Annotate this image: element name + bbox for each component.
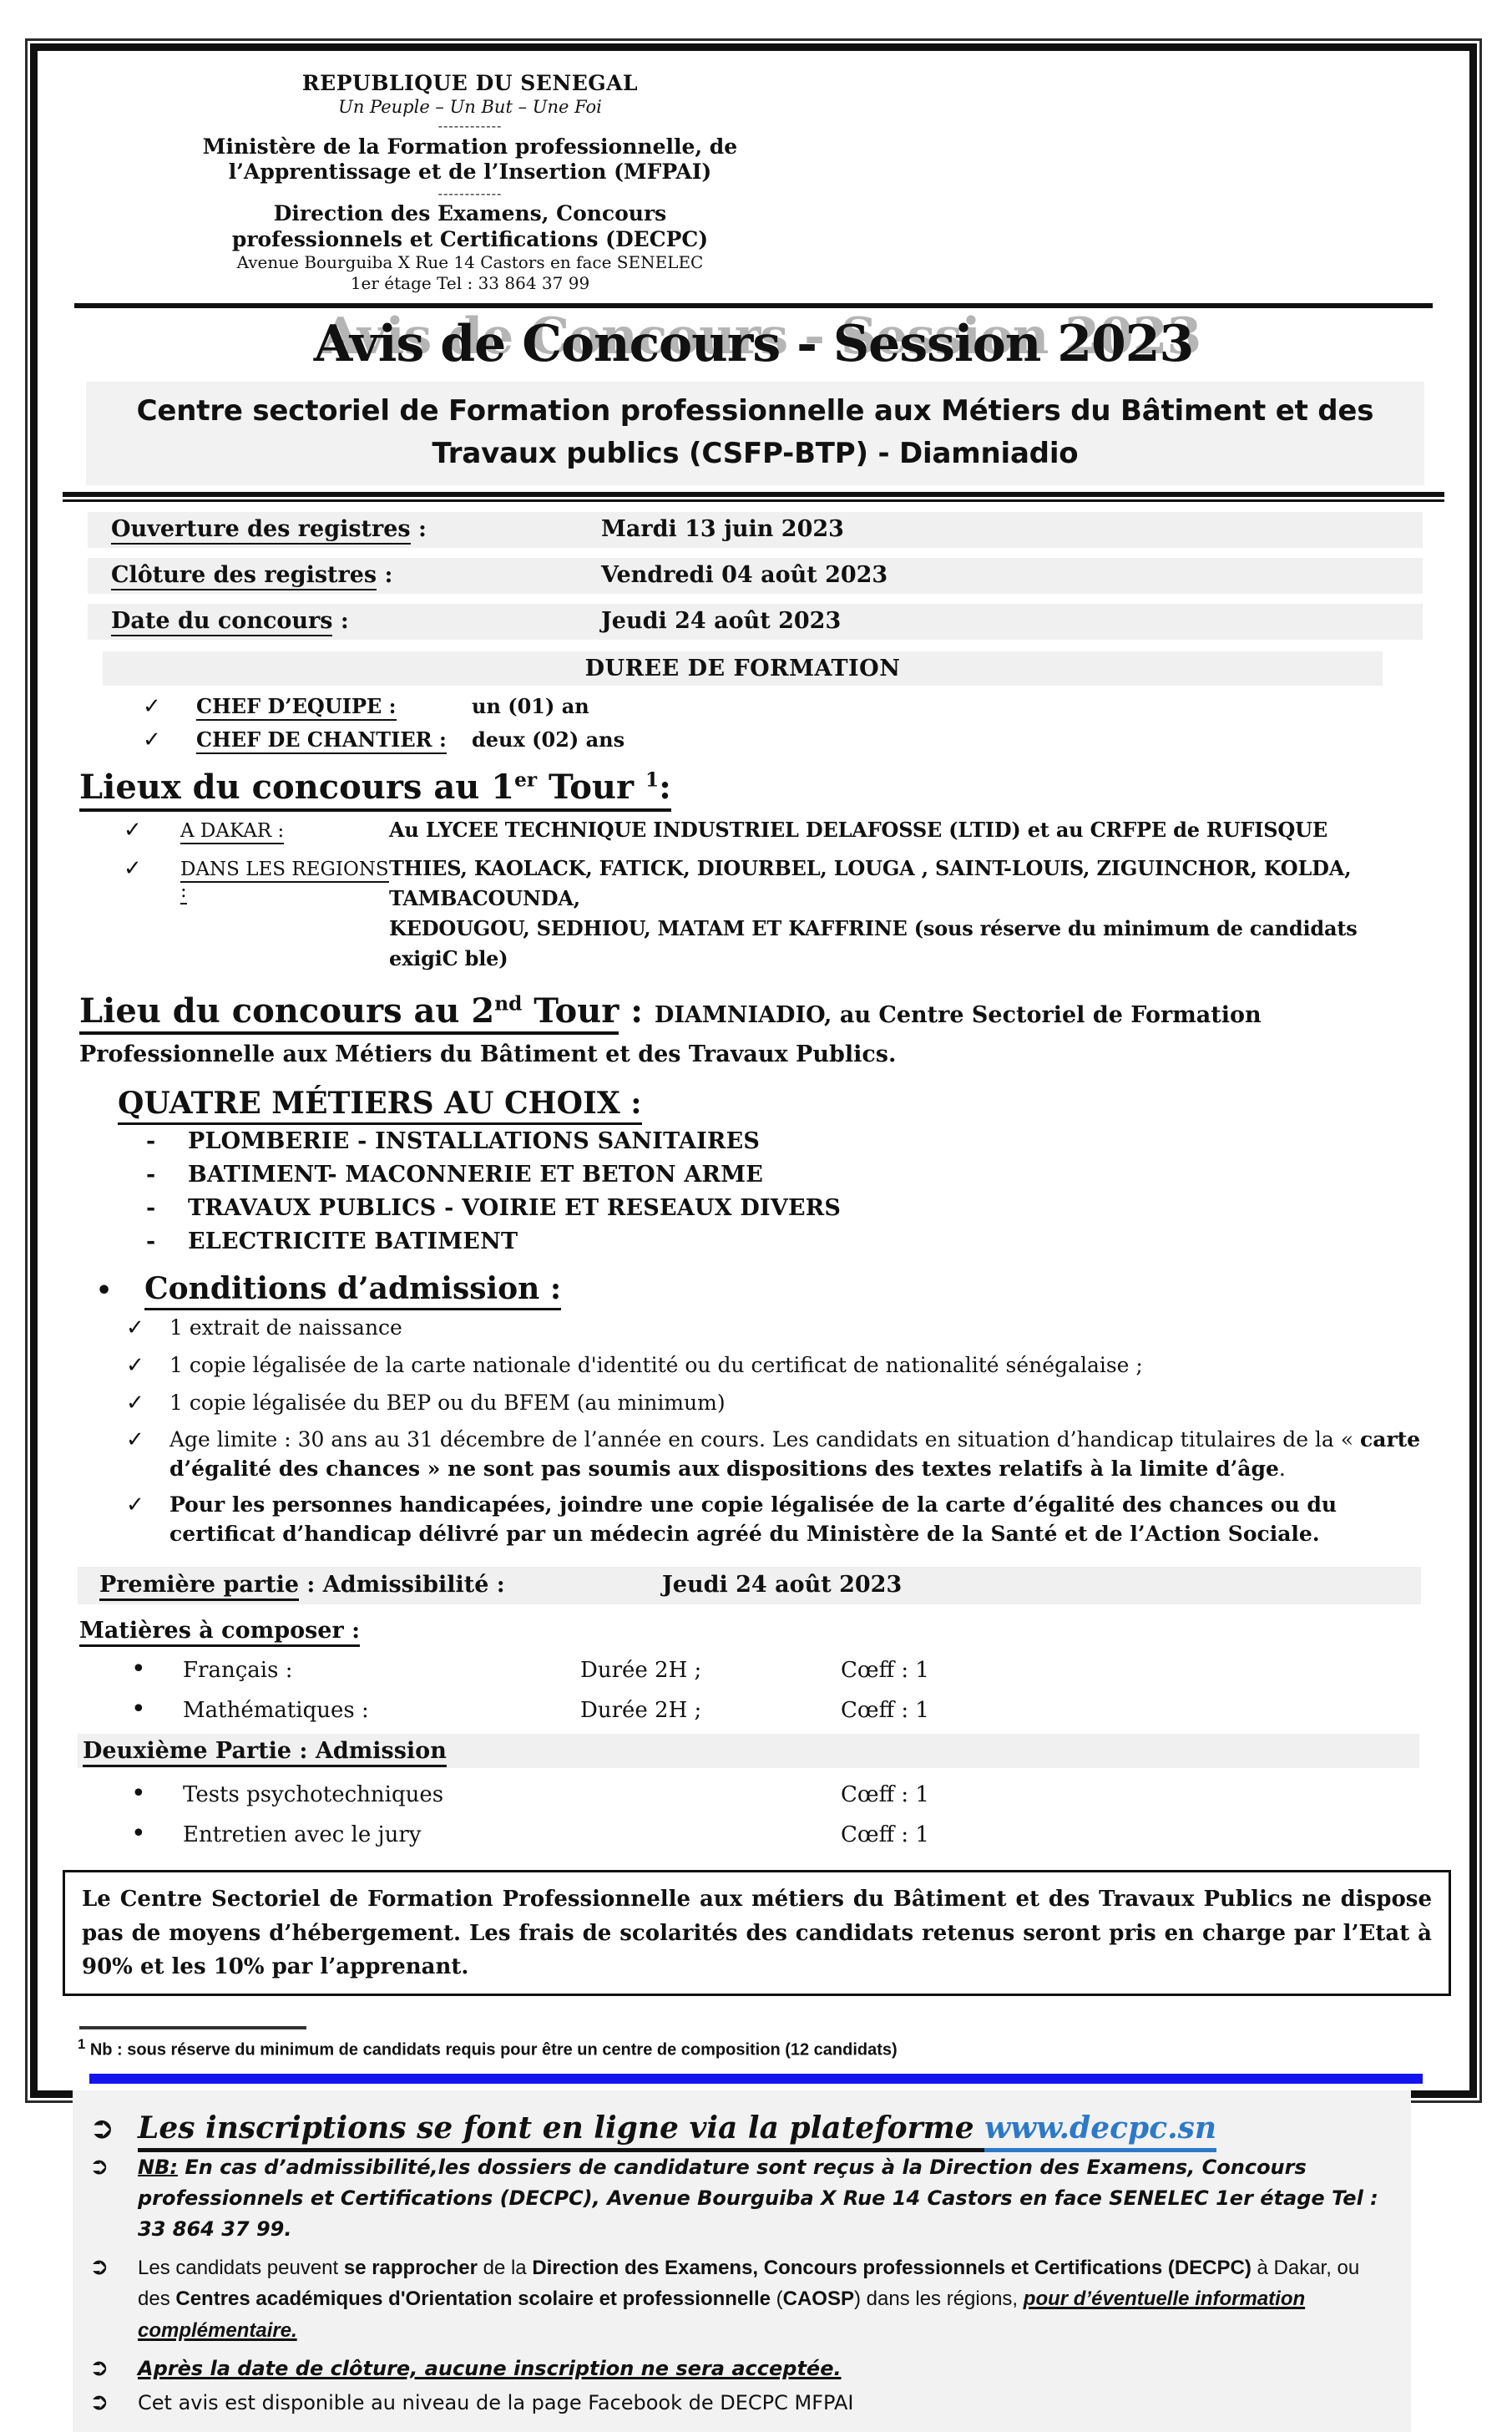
center-banner bbox=[86, 382, 1424, 485]
matiere-row-francais bbox=[78, 1654, 1429, 1684]
checkmark-icon: ✓ bbox=[124, 817, 142, 843]
dash-bullet: - bbox=[146, 1228, 156, 1254]
deuxieme-partie-row: Deuxième Partie : Admission bbox=[78, 1734, 1419, 1768]
condition-item-age-limite bbox=[78, 1426, 1429, 1483]
date-value: Vendredi 04 août 2023 bbox=[601, 561, 888, 588]
role-duration: deux (02) ans bbox=[472, 727, 625, 752]
role-duration: un (01) an bbox=[472, 693, 589, 718]
checkmark-icon: ✓ bbox=[143, 727, 161, 752]
date-value: Jeudi 24 août 2023 bbox=[601, 607, 842, 634]
part-subtitle: : Admissibilité : bbox=[299, 1572, 505, 1599]
location-value: Au LYCEE TECHNIQUE INDUSTRIEL DELAFOSSE (LTID) et au CRFPE de RUFISQUE bbox=[389, 817, 1327, 842]
condition-item-handicap bbox=[78, 1491, 1429, 1548]
date-label: Clôture des registres bbox=[111, 562, 377, 590]
decpc-website-link[interactable]: www.decpc.sn bbox=[984, 2110, 1216, 2152]
lieu-row-dakar bbox=[78, 815, 1429, 845]
apres-cloture-row bbox=[89, 2353, 1391, 2381]
date-row-ouverture bbox=[88, 512, 1423, 548]
condition-text: Age limite : 30 ans au 31 décembre de l’année en cours. Les candidats en situation d’handicap titulaires de la « carte d’égalité des chances » ne sont pas soumis aux dispositions des textes relatifs à la limite d’âge. bbox=[169, 1427, 1421, 1481]
location-label: A DAKAR : bbox=[180, 820, 284, 844]
role-label: CHEF D’EQUIPE : bbox=[196, 694, 397, 721]
letterhead bbox=[78, 71, 862, 293]
date-label: Date du concours bbox=[111, 608, 332, 636]
date-value: Mardi 13 juin 2023 bbox=[601, 515, 844, 542]
metier-label: PLOMBERIE - INSTALLATIONS SANITAIRES bbox=[188, 1127, 761, 1154]
dash-bullet: - bbox=[146, 1194, 156, 1221]
colon: : bbox=[377, 561, 393, 588]
checkmark-icon: ✓ bbox=[126, 1427, 144, 1453]
address-line2: 1er étage Tel : 33 864 37 99 bbox=[350, 272, 590, 293]
facebook-row bbox=[89, 2388, 1391, 2415]
lieux-1er-tour-heading bbox=[79, 768, 1429, 807]
test-coeff: Cœff : 1 bbox=[841, 1782, 929, 1808]
direction-name-line1: Direction des Examens, Concours bbox=[273, 201, 667, 226]
country-name: REPUBLIQUE DU SENEGAL bbox=[301, 71, 639, 95]
inscription-headline-row bbox=[89, 2110, 1391, 2146]
footnote-number: 1 bbox=[78, 2036, 86, 2053]
location-text: DIAMNIADIO, au Centre Sectoriel de Formation Professionnelle aux Métiers du Bâtiment et des Travaux Publics bbox=[79, 1001, 1262, 1067]
duree-item-chef-equipe bbox=[78, 694, 1429, 719]
nb-text: En cas d’admissibilité,les dossiers de candidature sont reçus à la Direction des Examens, Concours professionnels et Certifications (DECPC), Avenue Bourguiba X Rue 14 Castors en face SENELEC 1er étage Tel : 33 864 37 99. bbox=[138, 2155, 1378, 2242]
metier-item bbox=[78, 1229, 1429, 1254]
bullet-icon: • bbox=[131, 1779, 146, 1809]
ministry-name-line1: Ministère de la Formation professionnelle, de bbox=[202, 134, 738, 159]
checkmark-icon: ✓ bbox=[124, 855, 142, 881]
metier-item bbox=[78, 1162, 1429, 1188]
location-label: DANS LES REGIONS : bbox=[180, 859, 389, 904]
dash-bullet: - bbox=[146, 1161, 156, 1188]
condition-item bbox=[78, 1314, 1429, 1344]
facebook-text: Cet avis est disponible au niveau de la page Facebook de DECPC MFPAI bbox=[138, 2391, 854, 2415]
checkmark-icon: ✓ bbox=[126, 1390, 144, 1416]
bullet-icon: • bbox=[131, 1695, 146, 1725]
dash-bullet: - bbox=[146, 1127, 156, 1154]
inscriptions-box bbox=[73, 2090, 1411, 2432]
date-label: Ouverture des registres bbox=[111, 516, 411, 545]
separator-dashes: ------------ bbox=[437, 185, 503, 201]
superscript: er bbox=[514, 768, 538, 792]
arrow-bullet-icon: ➲ bbox=[89, 2110, 115, 2146]
banner-line2: Travaux publics (CSFP-BTP) - Diamniadio bbox=[432, 436, 1079, 470]
footnote-text: $^1$ Nb : sous réserve du minimum de candidats requis pour être un centre de composition (12 candidats) bbox=[78, 2036, 898, 2060]
metier-label: ELECTRICITE BATIMENT bbox=[188, 1228, 518, 1254]
checkmark-icon: ✓ bbox=[126, 1315, 144, 1340]
subject-name: Mathématiques : bbox=[183, 1698, 369, 1724]
metier-item bbox=[78, 1128, 1429, 1154]
header-divider-rule bbox=[74, 303, 1433, 308]
banner-line1: Centre sectoriel de Formation professionnelle aux Métiers du Bâtiment et des bbox=[136, 393, 1374, 428]
matiere-row-maths bbox=[78, 1695, 1429, 1724]
colon: : bbox=[619, 991, 655, 1031]
role-label: CHEF DE CHANTIER : bbox=[196, 727, 447, 754]
address-line1: Avenue Bourguiba X Rue 14 Castors en face SENELEC bbox=[236, 252, 704, 273]
separator-dashes: ------------ bbox=[437, 118, 503, 134]
admission-row-tests bbox=[78, 1779, 1429, 1808]
date-row-cloture bbox=[88, 558, 1423, 594]
heading-text: Lieu du concours au 2 bbox=[79, 991, 495, 1031]
arrow-bullet-icon: ➲ bbox=[89, 2353, 109, 2382]
arrow-bullet-icon: ➲ bbox=[89, 2388, 109, 2416]
superscript: nd bbox=[494, 992, 523, 1016]
metier-label: TRAVAUX PUBLICS - VOIRIE ET RESEAUX DIVERS bbox=[188, 1194, 842, 1221]
heading-text: Tour bbox=[522, 991, 619, 1031]
lieu-2nd-tour-paragraph bbox=[79, 985, 1429, 1072]
national-motto: Un Peuple – Un But – Une Foi bbox=[338, 96, 602, 117]
metier-label: BATIMENT- MACONNERIE ET BETON ARME bbox=[188, 1161, 764, 1188]
matieres-heading: Matières à composer : bbox=[79, 1618, 1429, 1644]
subject-duration: Durée 2H ; bbox=[580, 1698, 702, 1724]
admission-row-entretien bbox=[78, 1819, 1429, 1848]
condition-text: Pour les personnes handicapées, joindre une copie légalisée de la carte d’égalité des chances ou du certificat d’handicap délivré par un médecin agréé du Ministère de la Santé et de l’Action Sociale. bbox=[169, 1492, 1338, 1546]
conditions-heading: • Conditions d’admission : bbox=[96, 1271, 1429, 1306]
colon: : bbox=[659, 767, 671, 807]
heading-text: Lieux du concours au 1 bbox=[79, 767, 515, 807]
test-name: Entretien avec le jury bbox=[183, 1822, 422, 1848]
colon: : bbox=[332, 607, 349, 634]
part-date: Jeudi 24 août 2023 bbox=[662, 1572, 903, 1599]
subject-name: Français : bbox=[183, 1658, 293, 1684]
nb-row bbox=[89, 2152, 1391, 2246]
bullet-icon: • bbox=[131, 1819, 146, 1849]
subject-coeff: Cœff : 1 bbox=[841, 1658, 929, 1684]
document-title: Avis de Concours - Session 2023 bbox=[313, 314, 1194, 373]
page-outer-border bbox=[25, 38, 1482, 2416]
metier-item bbox=[78, 1195, 1429, 1221]
thick-divider-bar bbox=[63, 492, 1444, 502]
footnote-separator bbox=[79, 2026, 306, 2029]
ministry-name-line2: l’Apprentissage et de l’Insertion (MFPAI) bbox=[228, 160, 712, 185]
condition-text: 1 extrait de naissance bbox=[169, 1315, 402, 1340]
headline-text: Les inscriptions se font en ligne via la plateforme bbox=[138, 2110, 984, 2152]
subject-duration: Durée 2H ; bbox=[580, 1658, 702, 1684]
condition-item bbox=[78, 1351, 1429, 1381]
part-label: Première partie bbox=[99, 1572, 299, 1601]
heading-text: Tour bbox=[537, 767, 645, 807]
footnote-ref: 1 bbox=[645, 768, 660, 792]
subject-coeff: Cœff : 1 bbox=[841, 1698, 929, 1724]
date-row-concours bbox=[88, 604, 1423, 640]
bullet-icon: • bbox=[131, 1654, 146, 1685]
arrow-bullet-icon: ➲ bbox=[89, 2252, 109, 2280]
candidats-text: Les candidats peuvent se rapprocher de la Direction des Examens, Concours professionnels et Certifications (DECPC) à Dakar, ou des Centres académiques d'Orientation scolaire et professionnelle (CAOSP) dans les régions, pour d’éventuelle information complémentaire. bbox=[138, 2256, 1360, 2343]
period: . bbox=[887, 1041, 897, 1067]
direction-name-line2: professionnels et Certifications (DECPC) bbox=[231, 226, 709, 251]
arrow-bullet-icon: ➲ bbox=[89, 2151, 109, 2180]
lieu-row-regions bbox=[78, 854, 1429, 974]
premiere-partie-row bbox=[78, 1567, 1421, 1604]
checkmark-icon: ✓ bbox=[126, 1492, 144, 1518]
test-coeff: Cœff : 1 bbox=[841, 1822, 929, 1848]
regions-line1: THIES, KAOLACK, FATICK, DIOURBEL, LOUGA , SAINT-LOUIS, ZIGUINCHOR, KOLDA, TAMBACOUNDA, bbox=[389, 855, 1352, 910]
bullet-icon: • bbox=[96, 1275, 113, 1305]
nb-label: NB: bbox=[138, 2155, 178, 2179]
colon: : bbox=[410, 515, 427, 542]
blue-divider-bar bbox=[89, 2074, 1423, 2084]
regions-line2: KEDOUGOU, SEDHIOU, MATAM ET KAFFRINE (sous réserve du minimum de candidats exigiC ble) bbox=[389, 915, 1358, 970]
duree-formation-heading: DUREE DE FORMATION bbox=[103, 651, 1383, 686]
quatre-metiers-heading: QUATRE MÉTIERS AU CHOIX : bbox=[118, 1086, 1429, 1121]
duree-item-chef-chantier bbox=[78, 727, 1429, 752]
checkmark-icon: ✓ bbox=[143, 693, 161, 719]
condition-item bbox=[78, 1389, 1429, 1419]
test-name: Tests psychotechniques bbox=[183, 1782, 444, 1808]
apres-cloture-text: Après la date de clôture, aucune inscription ne sera acceptée. bbox=[138, 2357, 842, 2381]
condition-text: 1 copie légalisée du BEP ou du BFEM (au minimum) bbox=[169, 1390, 726, 1415]
candidats-row bbox=[89, 2252, 1391, 2348]
page-inner-border bbox=[30, 43, 1477, 2416]
checkmark-icon: ✓ bbox=[126, 1352, 144, 1378]
hebergement-note-box: Le Centre Sectoriel de Formation Professionnelle aux métiers du Bâtiment et des Travaux Publics ne dispose pas de moyens d’hébergement. Les frais de scolarités des candidats retenus seront pris en charge par l’Etat à 90% et les 10% par l’apprenant. bbox=[63, 1870, 1451, 1996]
condition-text: 1 copie légalisée de la carte nationale d'identité ou du certificat de nationalité sénégalaise ; bbox=[169, 1352, 1143, 1377]
